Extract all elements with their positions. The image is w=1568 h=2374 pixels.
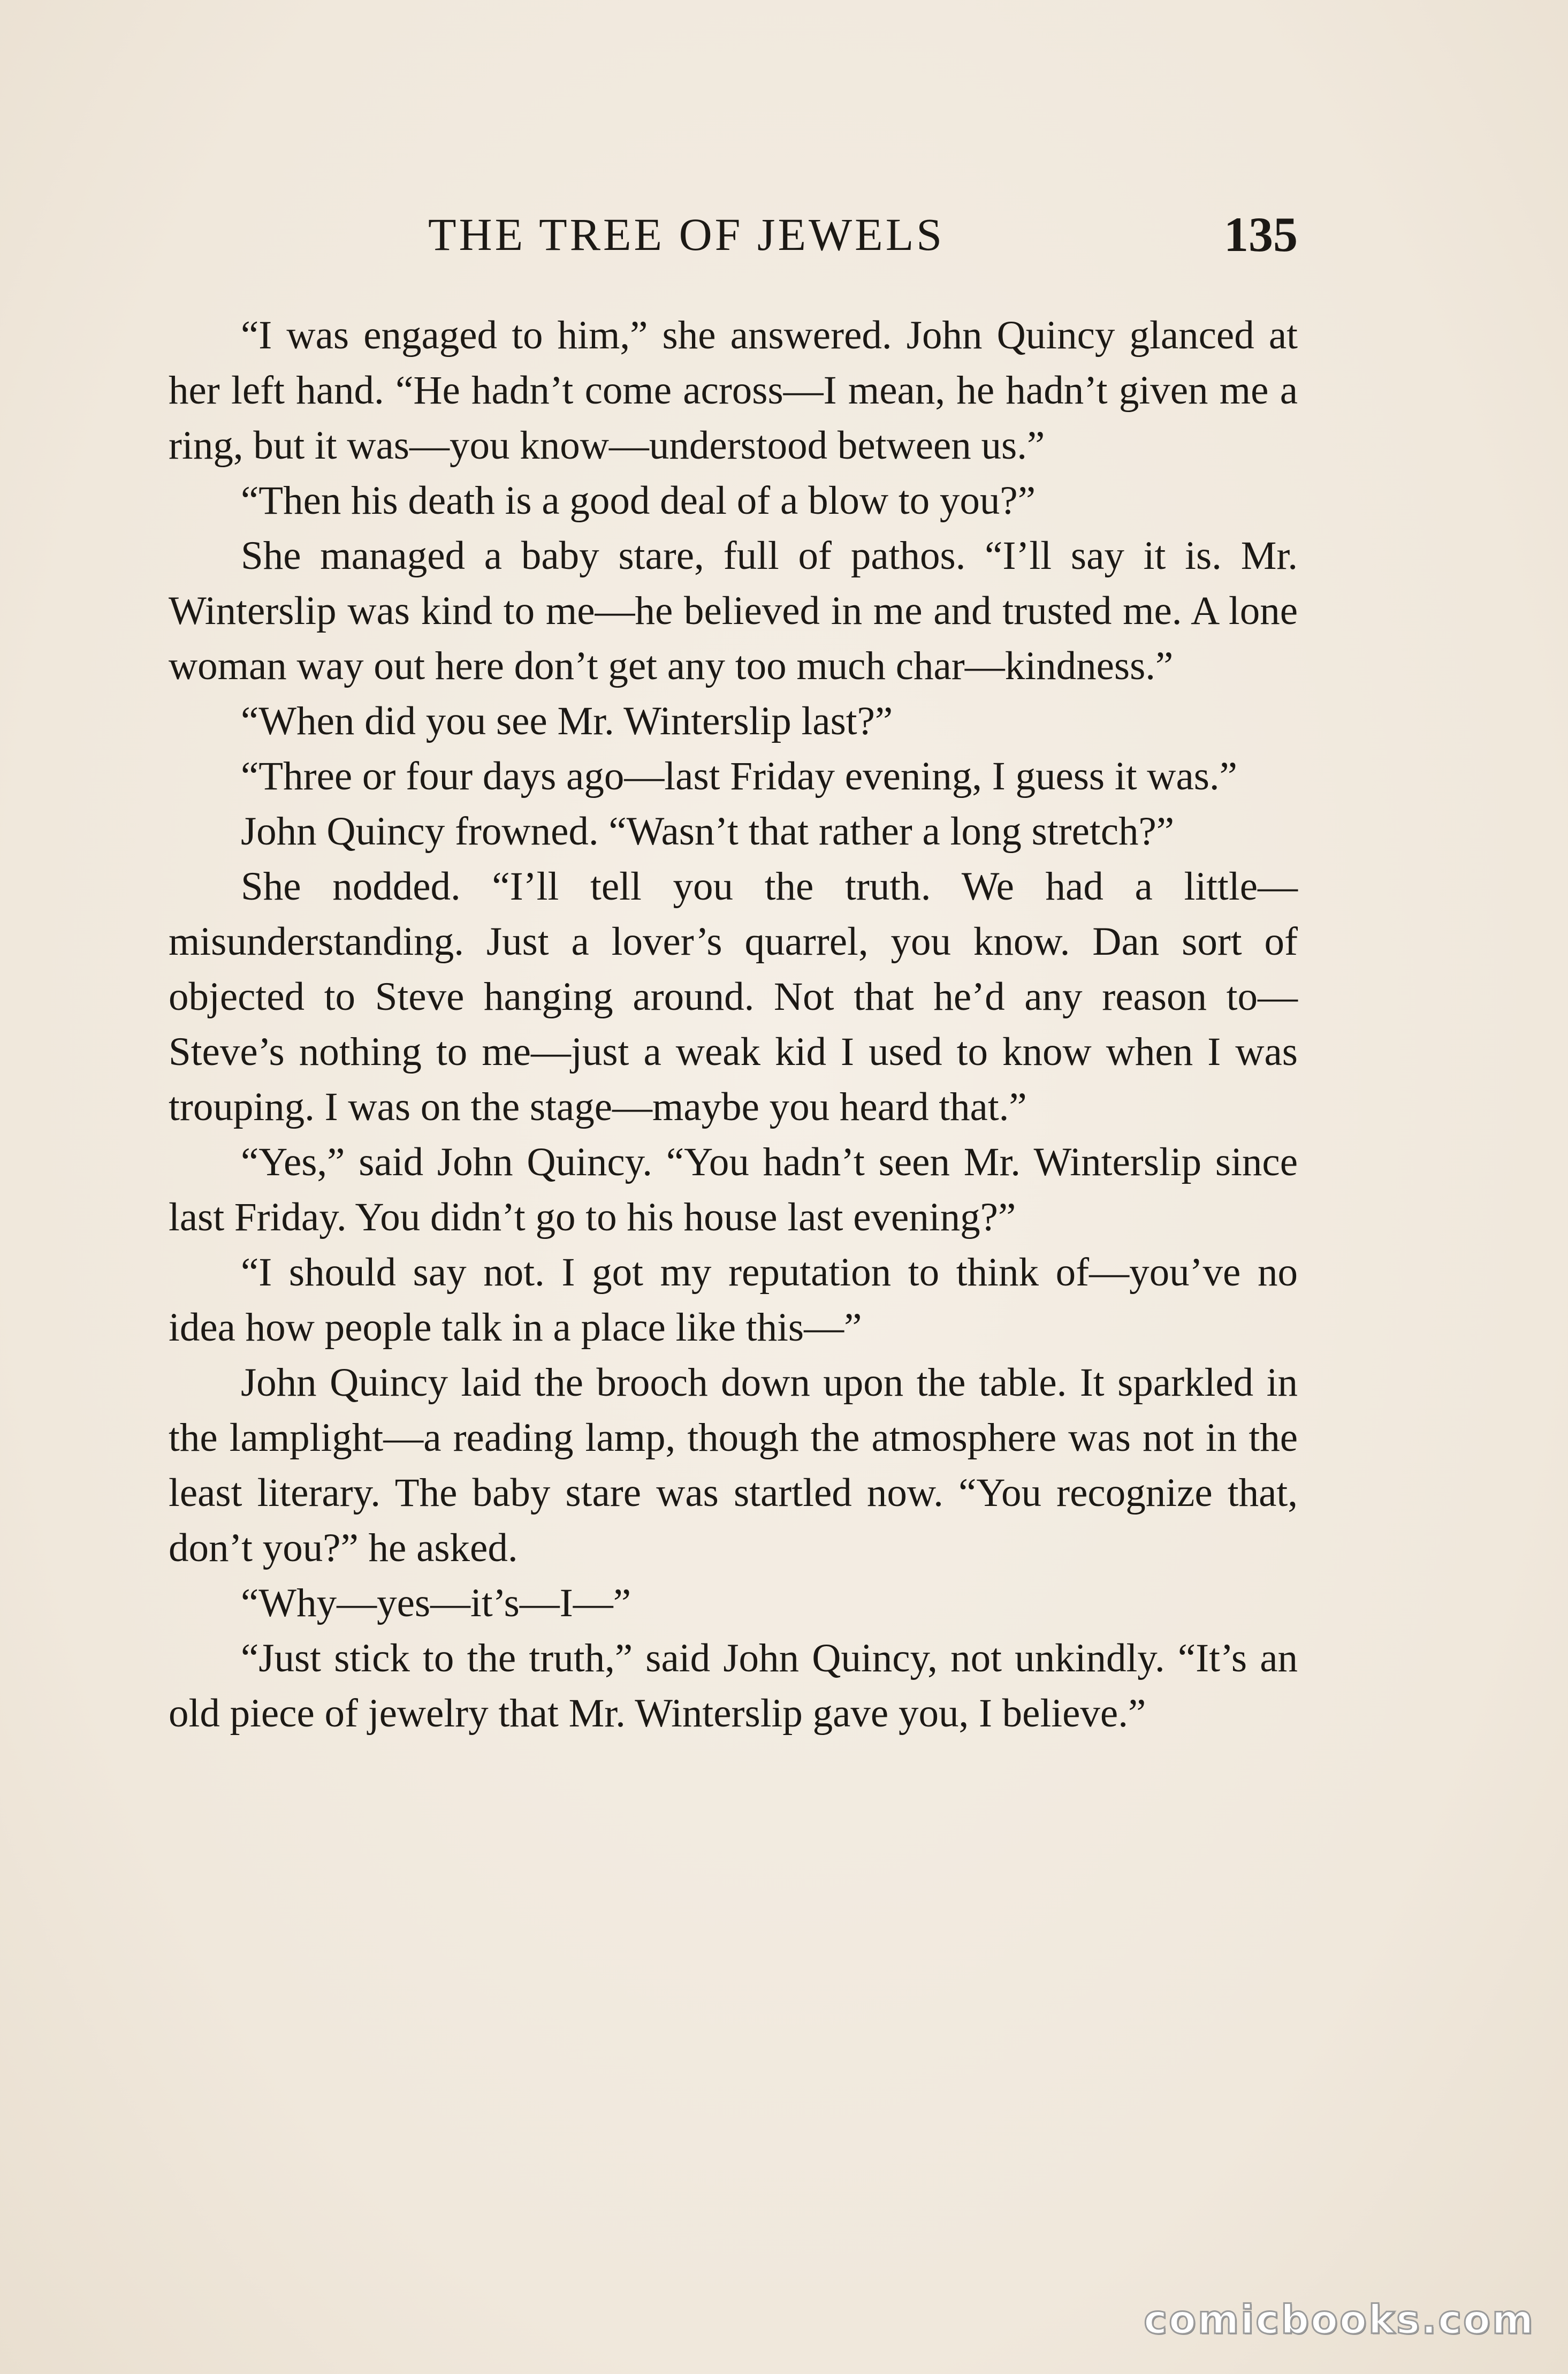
paragraph: “Yes,” said John Quincy. “You hadn’t seen Mr. Winterslip since last Friday. You didn’t go to his house last evening?”	[169, 1140, 1298, 1239]
body-text	[169, 308, 1298, 1741]
paragraph: John Quincy frowned. “Wasn’t that rather a long stretch?”	[241, 809, 1175, 854]
paragraph: “I should say not. I got my reputation to think of—you’ve no idea how people talk in a place like this—”	[169, 1250, 1298, 1350]
paragraph: “When did you see Mr. Winterslip last?”	[241, 699, 893, 743]
paragraph: “I was engaged to him,” she answered. John Quincy glanced at her left hand. “He hadn’t come across—I mean, he hadn’t given me a ring, but it was—you know—understood between us.”	[169, 313, 1298, 468]
paragraph: “Three or four days ago—last Friday evening, I guess it was.”	[241, 754, 1237, 798]
paragraph: “Just stick to the truth,” said John Quincy, not unkindly. “It’s an old piece of jewelry that Mr. Winterslip gave you, I believe.”	[169, 1636, 1298, 1736]
paragraph: She managed a baby stare, full of pathos. “I’ll say it is. Mr. Winterslip was kind to me—he believed in me and trusted me. A lone woman way out here don’t get any too much char—kindness.”	[169, 534, 1298, 688]
paragraph: John Quincy laid the brooch down upon the table. It sparkled in the lamplight—a reading lamp, though the atmosphere was not in the least literary. The baby stare was startled now. “You recognize that, don’t you?” he asked.	[169, 1360, 1298, 1570]
watermark-logo: comicbooks.com	[1144, 2297, 1535, 2343]
running-title: THE TREE OF JEWELS	[428, 209, 945, 260]
running-head	[171, 202, 1298, 267]
paragraph: “Why—yes—it’s—I—”	[241, 1581, 631, 1625]
page-number: 135	[1224, 207, 1298, 262]
paragraph: “Then his death is a good deal of a blow to you?”	[241, 478, 1036, 523]
paragraph: She nodded. “I’ll tell you the truth. We had a little—misunderstanding. Just a lover’s quarrel, you know. Dan sort of objected to Steve hanging around. Not that he’d any reason to—Steve’s nothing to me—just a weak kid I used to know when I was trouping. I was on the stage—maybe you heard that.”	[169, 864, 1298, 1129]
